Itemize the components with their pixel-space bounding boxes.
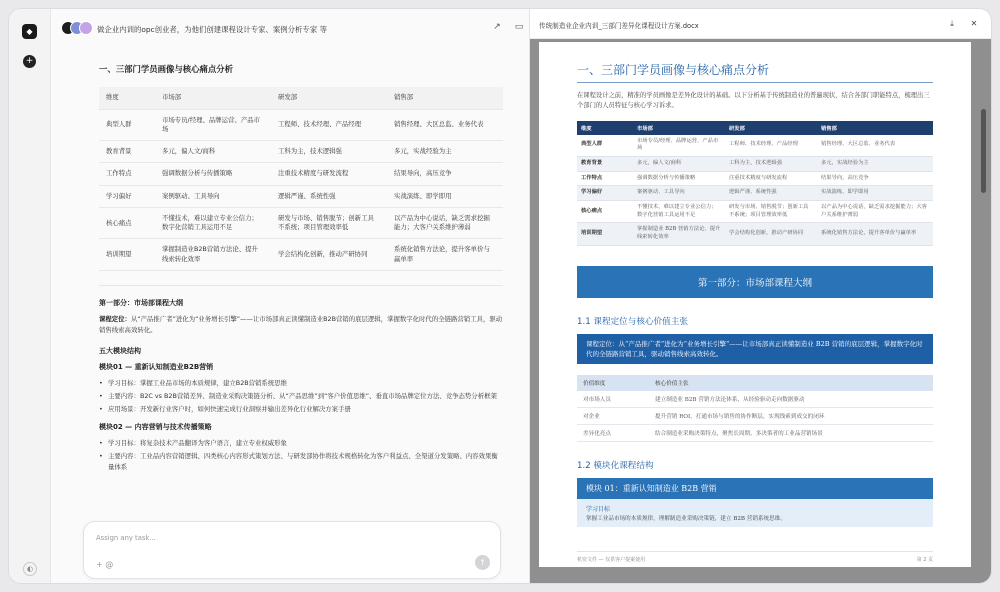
doc-persona-table — [577, 121, 933, 246]
table-cell: 强调数据分析与传播策略 — [155, 163, 271, 185]
table-cell: 培训期望 — [577, 223, 633, 245]
table-row — [577, 171, 933, 186]
table-cell: 工程师、技术经理、产品经理 — [725, 135, 817, 157]
table-cell: 提升营销 ROI，打通市场与销售的协作断层，实现线索到成交的闭环 — [649, 407, 933, 424]
table-cell: 结果导向，高压竞争 — [387, 163, 503, 185]
list-item: • 学习目标：掌握工业品市场的本质规律，建立B2B营销系统思维 — [99, 378, 503, 389]
table-cell: 学习偏好 — [577, 186, 633, 201]
list-item: • 应用场景：开发新行业客户时，如何快速完成行业洞察并输出差异化行业解决方案手册 — [99, 404, 503, 415]
table-row — [577, 200, 933, 222]
table-cell: 工作特点 — [99, 163, 155, 185]
table-header: 价值维度 — [577, 375, 649, 391]
doc-subheading: 1.1 课程定位与核心价值主张 — [577, 316, 688, 327]
table-cell: 掌握制造业B2B营销方法论、提升线索转化效率 — [155, 239, 271, 271]
viewer-header — [530, 9, 991, 39]
table-header: 市场部 — [155, 87, 271, 109]
task-input[interactable]: Assign any task... — [96, 534, 156, 542]
module-title: 模块01 — 重新认知制造业B2B营销 — [99, 362, 214, 371]
table-cell: 工作特点 — [577, 171, 633, 186]
table-cell: 教育背景 — [577, 156, 633, 171]
table-row — [577, 186, 933, 201]
table-cell: 对市场人员 — [577, 391, 649, 408]
table-cell: 逻辑严谨、系统性强 — [725, 186, 817, 201]
table-cell: 建立制造业 B2B 营销方法论体系，从经验驱动走向数据驱动 — [649, 391, 933, 408]
value-table — [577, 375, 933, 442]
table-cell: 多元，实战经验为主 — [817, 156, 933, 171]
chat-header — [51, 9, 529, 49]
table-cell: 结合制造业采购决策特点，聚焦长周期、多决策者的工业品营销场景 — [649, 424, 933, 441]
table-cell: 教育背景 — [99, 141, 155, 163]
table-row — [99, 239, 503, 271]
divider — [99, 285, 503, 286]
table-cell: 工程师、技术经理、产品经理 — [271, 109, 387, 141]
agent-avatars — [61, 21, 91, 35]
table-row — [99, 141, 503, 163]
table-header: 维度 — [99, 87, 155, 109]
table-cell: 市场专员/经理、品牌运营、产品市场 — [633, 135, 725, 157]
table-cell: 多元，偏人文/商科 — [155, 141, 271, 163]
module-goal-label: 学习目标 — [586, 505, 611, 513]
table-cell: 学习偏好 — [99, 185, 155, 207]
table-header: 维度 — [577, 121, 633, 135]
table-cell: 实战演练、即学即用 — [817, 186, 933, 201]
module-body — [577, 499, 933, 527]
chat-title: 做企业内训的opc创业者，为他们创建课程设计专家、案例分析专家 等 — [97, 25, 327, 34]
table-row — [99, 163, 503, 185]
table-cell: 实战演练、即学即用 — [387, 185, 503, 207]
table-row — [99, 207, 503, 239]
doc-subheading: 1.2 模块化课程结构 — [577, 460, 654, 471]
table-row — [99, 185, 503, 207]
panel-toggle-icon[interactable]: ▭ — [514, 22, 524, 32]
table-cell: 学会结构化创新，推动产研协同 — [271, 239, 387, 271]
table-header: 研发部 — [271, 87, 387, 109]
avatar — [79, 21, 93, 35]
positioning-text: 从“产品推广者”进化为“业务增长引擎”——让市场部真正读懂制造业B2B营销的底层逻辑，掌握数字化时代的全链路营销工具，驱动销售线索高效转化。 — [99, 315, 503, 334]
table-cell: 研发与市场、销售脱节；创新工具不系统；项目管理效率低 — [725, 200, 817, 222]
table-row — [577, 223, 933, 245]
module-list — [99, 438, 503, 473]
table-row — [577, 424, 933, 441]
positioning-paragraph — [99, 314, 503, 336]
send-button[interactable]: ↑ — [475, 555, 490, 570]
list-item: • 主要内容：工业品内容营销逻辑、四类核心内容形式策划方法、与研发部协作将技术规格转化为客户利益点、全渠道分发策略、内容效果衡量体系 — [99, 451, 503, 473]
table-cell: 结果导向，高压竞争 — [817, 171, 933, 186]
table-cell: 工科为主，技术逻辑强 — [271, 141, 387, 163]
share-icon[interactable]: ↗ — [493, 22, 501, 32]
close-icon[interactable]: ✕ — [970, 19, 978, 28]
positioning-callout: 课程定位：从“产品推广者”进化为“业务增长引擎”——让市场部真正读懂制造业 B2B 营销的底层逻辑，掌握数字化时代的全链路营销工具，驱动销售线索高效转化。 — [577, 334, 933, 364]
settings-icon[interactable]: ◐ — [23, 562, 37, 576]
table-cell: 注重技术精度与研发流程 — [271, 163, 387, 185]
table-cell: 培训期望 — [99, 239, 155, 271]
table-cell: 对企业 — [577, 407, 649, 424]
chat-panel — [51, 9, 529, 583]
page-footer — [577, 551, 933, 563]
document-page — [539, 42, 971, 567]
table-cell: 工科为主，技术逻辑强 — [725, 156, 817, 171]
table-cell: 不懂技术，难以建立专业公信力；数字化营销工具运用不足 — [633, 200, 725, 222]
table-cell: 以产品为中心说话，缺乏需求挖掘能力；大客户关系维护薄弱 — [817, 200, 933, 222]
persona-table — [99, 87, 503, 271]
table-row — [577, 135, 933, 157]
table-cell: 多元，实战经验为主 — [387, 141, 503, 163]
download-icon[interactable]: ⤓ — [950, 19, 954, 28]
table-cell: 案例驱动、工具导向 — [155, 185, 271, 207]
table-header: 销售部 — [387, 87, 503, 109]
table-header: 市场部 — [633, 121, 725, 135]
table-cell: 注重技术精度与研发流程 — [725, 171, 817, 186]
table-cell: 以产品为中心说话，缺乏需求挖掘能力；大客户关系维护薄弱 — [387, 207, 503, 239]
table-cell: 系统化销售方法论，提升客单价与赢单率 — [817, 223, 933, 245]
table-cell: 强调数据分析与传播策略 — [633, 171, 725, 186]
positioning-label: 课程定位： — [99, 315, 131, 324]
part-banner: 第一部分：市场部课程大纲 — [577, 266, 933, 298]
module-title: 模块02 — 内容营销与技术传播策略 — [99, 423, 212, 432]
table-cell: 核心痛点 — [577, 200, 633, 222]
table-cell: 逻辑严谨、系统性强 — [271, 185, 387, 207]
task-composer[interactable] — [83, 521, 501, 579]
scrollbar-thumb[interactable] — [981, 109, 986, 193]
table-header: 研发部 — [725, 121, 817, 135]
table-cell: 核心痛点 — [99, 207, 155, 239]
document-canvas[interactable] — [530, 39, 991, 583]
part-title: 第一部分：市场部课程大纲 — [99, 299, 183, 308]
footer-note: 机密文件 — 仅供客户提案使用 — [577, 557, 646, 563]
list-item: • 主要内容：B2C vs B2B营销差异、制造业采购决策链分析、从“产品思维”到“客户价值思维”、垂直市场品牌定位方法、竞争态势分析框架 — [99, 391, 503, 402]
document-viewer — [529, 9, 991, 583]
table-cell: 多元，偏人文/商科 — [633, 156, 725, 171]
module-header: 模块 01：重新认知制造业 B2B 营销 — [577, 478, 933, 499]
table-row — [577, 156, 933, 171]
doc-heading: 一、三部门学员画像与核心痛点分析 — [577, 61, 933, 83]
table-cell: 销售经理、大区总监、业务代表 — [387, 109, 503, 141]
left-rail — [9, 9, 51, 583]
table-row — [577, 407, 933, 424]
composer-tools[interactable]: + @ — [96, 560, 114, 569]
doc-intro: 在课程设计之前，精准的学员画像是差异化设计的基础。以下分析基于传统制造业的普遍现状，结合各部门职能特点，梳理出三个部门的人员特征与核心学习诉求。 — [577, 92, 930, 109]
chat-message — [99, 63, 503, 523]
table-cell: 学会结构化创新，推动产研协同 — [725, 223, 817, 245]
table-cell: 掌握制造业 B2B 营销方法论、提升线索转化效率 — [633, 223, 725, 245]
table-cell: 销售经理、大区总监、业务代表 — [817, 135, 933, 157]
table-cell: 典型人群 — [577, 135, 633, 157]
document-filename: 传统制造业企业内训_三部门差异化课程设计方案.docx — [539, 22, 699, 30]
new-task-icon[interactable]: + — [23, 55, 36, 68]
section-heading: 一、三部门学员画像与核心痛点分析 — [99, 64, 233, 74]
app-window — [9, 9, 991, 583]
table-row — [99, 109, 503, 141]
table-cell: 差异化亮点 — [577, 424, 649, 441]
table-cell: 典型人群 — [99, 109, 155, 141]
modules-title: 五大模块结构 — [99, 346, 141, 355]
module-goal-text: 掌握工业品市场的本质规律，理解制造业采购决策链，建立 B2B 营销系统思维。 — [586, 515, 786, 522]
list-item: • 学习目标：将复杂技术产品翻译为客户语言，建立专业权威形象 — [99, 438, 503, 449]
page-number: 第 2 页 — [916, 557, 933, 563]
module-list — [99, 378, 503, 415]
table-cell: 案例驱动、工具导向 — [633, 186, 725, 201]
table-header: 销售部 — [817, 121, 933, 135]
table-cell: 市场专员/经理、品牌运营、产品市场 — [155, 109, 271, 141]
table-cell: 系统化销售方法论，提升客单价与赢单率 — [387, 239, 503, 271]
table-cell: 研发与市场、销售脱节；创新工具不系统；项目管理效率低 — [271, 207, 387, 239]
app-logo-icon[interactable]: ◆ — [22, 24, 37, 39]
table-row — [577, 391, 933, 408]
table-cell: 不懂技术，难以建立专业公信力；数字化营销工具运用不足 — [155, 207, 271, 239]
table-header: 核心价值主张 — [649, 375, 933, 391]
